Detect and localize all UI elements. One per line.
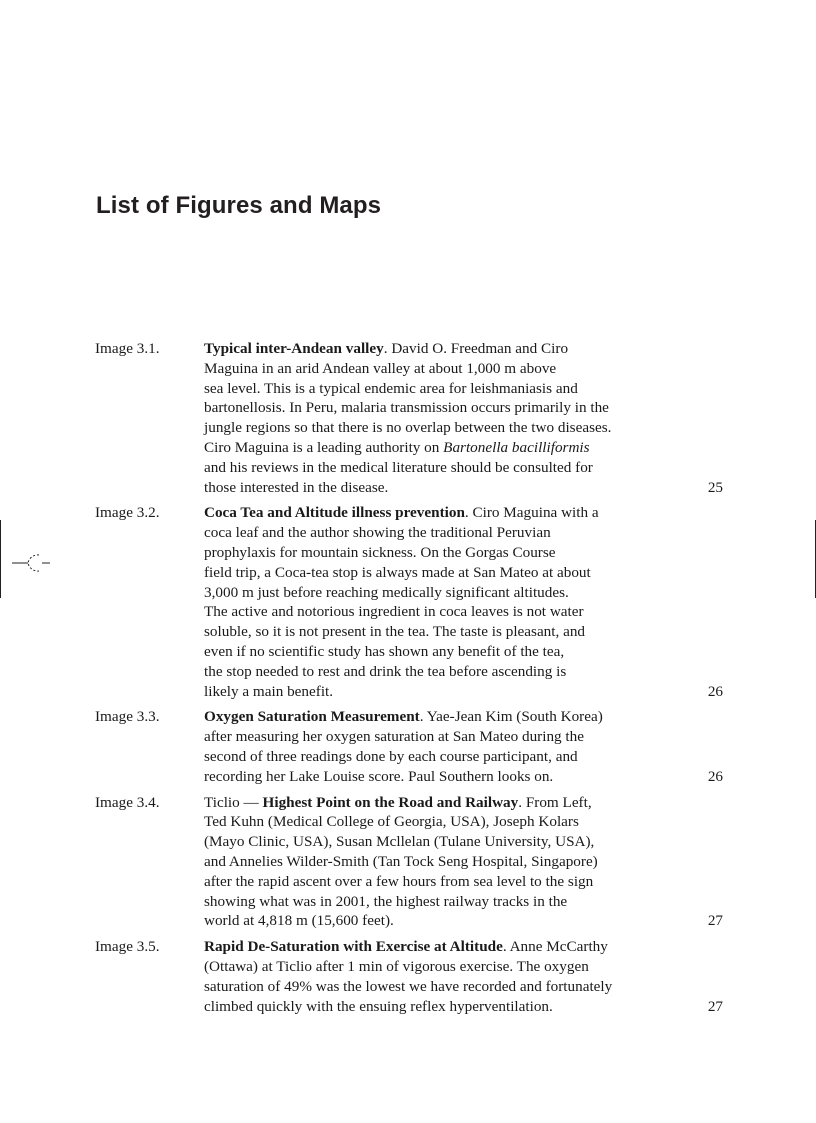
caption-line: those interested in the disease. xyxy=(204,478,389,496)
registration-mark-icon xyxy=(6,545,58,581)
page-number: 27 xyxy=(707,912,723,930)
caption-line: (Ottawa) at Ticlio after 1 min of vigorous exercise. The oxygen xyxy=(204,957,589,975)
caption-line: after the rapid ascent over a few hours from sea level to the sign xyxy=(204,872,594,890)
caption-line: climbed quickly with the ensuing reflex hyperventilation. xyxy=(204,997,553,1015)
caption-heading: Rapid De-Saturation with Exercise at Altitude xyxy=(204,938,503,956)
figure-label: Image 3.2. xyxy=(95,504,160,522)
caption-line: The active and notorious ingredient in coca leaves is not water xyxy=(204,603,584,621)
figure-label: Image 3.4. xyxy=(95,793,160,811)
caption-line: Coca Tea and Altitude illness prevention. Ciro Maguina with a xyxy=(204,504,599,522)
figure-caption xyxy=(204,503,684,701)
caption-line: world at 4,818 m (15,600 feet). xyxy=(204,912,394,930)
crop-mark-left xyxy=(0,520,1,598)
figure-label: Image 3.1. xyxy=(95,340,160,357)
page-number: 26 xyxy=(707,767,723,785)
figure-entry xyxy=(95,937,735,1016)
caption-line: and Annelies Wilder-Smith (Tan Tock Seng Hospital, Singapore) xyxy=(204,852,598,870)
caption-heading: Coca Tea and Altitude illness prevention xyxy=(204,504,465,522)
caption-line: Typical inter-Andean valley. David O. Freedman and Ciro xyxy=(204,340,569,357)
figure-entry xyxy=(95,503,735,701)
page-title: List of Figures and Maps xyxy=(96,192,382,219)
caption-line: bartonellosis. In Peru, malaria transmission occurs primarily in the xyxy=(204,399,609,417)
caption-line: recording her Lake Louise score. Paul Southern looks on. xyxy=(204,767,554,785)
caption-line: sea level. This is a typical endemic area for leishmaniasis and xyxy=(204,379,578,397)
page-number: 26 xyxy=(707,682,723,700)
figure-label: Image 3.3. xyxy=(95,708,160,726)
species-name: Bartonella bacilliformis xyxy=(443,438,590,456)
caption-line: even if no scientific study has shown any benefit of the tea, xyxy=(204,642,565,660)
caption-line: after measuring her oxygen saturation at San Mateo during the xyxy=(204,728,584,746)
caption-line: field trip, a Coca-tea stop is always made at San Mateo at about xyxy=(204,563,591,581)
figure-label: Image 3.5. xyxy=(95,938,160,956)
figure-entry xyxy=(95,707,735,786)
figure-caption xyxy=(204,339,684,497)
figure-caption xyxy=(204,793,684,932)
caption-line: Maguina in an arid Andean valley at about 1,000 m above xyxy=(204,359,557,377)
caption-line: Ticlio — Highest Point on the Road and Railway. From Left, xyxy=(204,793,592,811)
page-number: 25 xyxy=(707,478,723,496)
caption-line: prophylaxis for mountain sickness. On the Gorgas Course xyxy=(204,543,556,561)
caption-heading: Highest Point on the Road and Railway xyxy=(262,793,519,811)
caption-line: and his reviews in the medical literature should be consulted for xyxy=(204,458,593,476)
caption-line: coca leaf and the author showing the traditional Peruvian xyxy=(204,524,551,542)
caption-line: (Mayo Clinic, USA), Susan Mcllelan (Tulane University, USA), xyxy=(204,833,595,851)
caption-line: Rapid De-Saturation with Exercise at Altitude. Anne McCarthy xyxy=(204,938,608,956)
figure-caption xyxy=(204,707,684,786)
caption-heading: Oxygen Saturation Measurement xyxy=(204,708,420,726)
caption-line: showing what was in 2001, the highest railway tracks in the xyxy=(204,892,568,910)
caption-line: jungle regions so that there is no overlap between the two diseases. xyxy=(204,419,612,437)
figure-list xyxy=(95,339,735,1022)
caption-line: soluble, so it is not present in the tea. The taste is pleasant, and xyxy=(204,623,586,641)
caption-line: Ted Kuhn (Medical College of Georgia, USA), Joseph Kolars xyxy=(204,813,579,831)
caption-line: Oxygen Saturation Measurement. Yae-Jean Kim (South Korea) xyxy=(204,708,603,726)
caption-line: likely a main benefit. xyxy=(204,682,334,700)
caption-line: second of three readings done by each course participant, and xyxy=(204,747,578,765)
caption-line: saturation of 49% was the lowest we have recorded and fortunately xyxy=(204,977,613,995)
figure-entry xyxy=(95,339,735,497)
figure-caption xyxy=(204,937,684,1016)
caption-line: the stop needed to rest and drink the tea before ascending is xyxy=(204,662,567,680)
figure-entry xyxy=(95,793,735,932)
caption-heading: Typical inter-Andean valley xyxy=(204,340,384,357)
caption-line: 3,000 m just before reaching medically significant altitudes. xyxy=(204,583,569,601)
page-number: 27 xyxy=(707,997,723,1015)
caption-line: Ciro Maguina is a leading authority on Bartonella bacilliformis xyxy=(204,438,590,456)
